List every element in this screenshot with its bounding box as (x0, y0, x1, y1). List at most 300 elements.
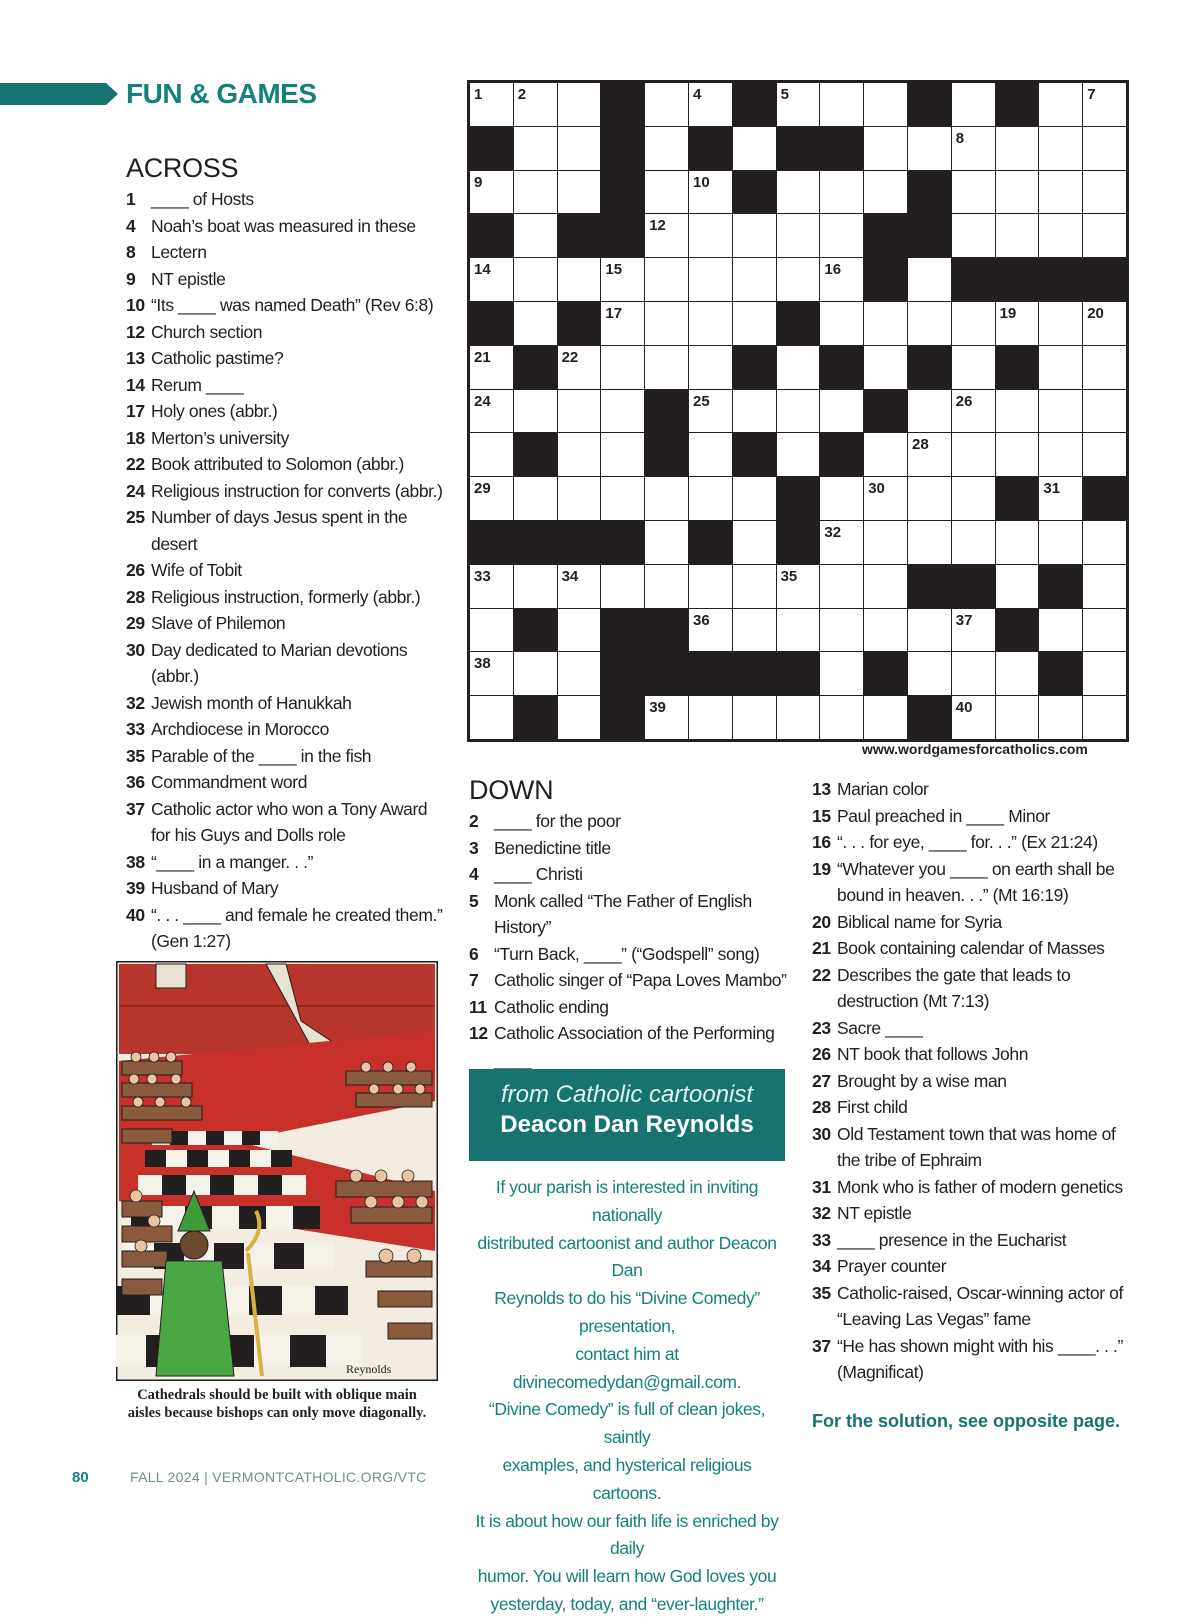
grid-cell[interactable] (820, 477, 863, 520)
grid-cell[interactable] (689, 214, 732, 257)
grid-cell[interactable] (514, 127, 557, 170)
clue-text: Prayer counter (837, 1256, 947, 1276)
aisle-tile (229, 1150, 250, 1167)
clue-number: 22 (126, 454, 145, 474)
grid-cell[interactable] (645, 521, 688, 564)
clue-text: Catholic Association of the Performing ____ (494, 1023, 775, 1070)
grid-cell[interactable] (645, 83, 688, 126)
grid-cell[interactable] (733, 214, 776, 257)
grid-cell[interactable] (601, 390, 644, 433)
grid-cell[interactable] (601, 346, 644, 389)
grid-cell[interactable] (558, 433, 601, 476)
grid-cell[interactable] (645, 696, 688, 739)
cell-number: 14 (474, 261, 491, 279)
clue-number: 2 (469, 811, 479, 831)
cell-number: 40 (955, 699, 973, 717)
grid-block (777, 302, 820, 345)
grid-cell[interactable] (470, 346, 513, 389)
clue-number: 25 (126, 507, 145, 527)
clue-text: Slave of Philemon (151, 613, 286, 633)
grid-cell[interactable] (733, 390, 776, 433)
clue-number: 31 (812, 1176, 831, 1197)
grid-cell[interactable] (1083, 390, 1126, 433)
grid-cell[interactable] (470, 258, 513, 301)
grid-cell[interactable] (470, 171, 513, 214)
grid-cell[interactable] (952, 521, 995, 564)
clue-number: 13 (812, 779, 831, 799)
grid-cell[interactable] (689, 171, 732, 214)
clue-number: 10 (126, 295, 145, 315)
clue-text: “. . . for eye, ____ for. . .” (Ex 21:24) (837, 832, 1098, 852)
grid-block (558, 214, 601, 257)
grid-cell[interactable] (952, 346, 995, 389)
cell-number: 4 (692, 86, 702, 103)
grid-cell[interactable] (1039, 171, 1082, 214)
grid-cell[interactable] (514, 171, 557, 214)
clue-item (812, 1041, 1132, 1068)
grid-cell[interactable] (514, 83, 557, 126)
clue-item (126, 610, 446, 637)
clue-item (126, 584, 446, 611)
grid-cell[interactable] (1083, 83, 1126, 126)
grid-cell[interactable] (952, 171, 995, 214)
cartoon-caption-line1: Cathedrals should be built with oblique main (137, 1387, 417, 1403)
grid-cell[interactable] (996, 302, 1039, 345)
clue-text: ____ presence in the Eucharist (837, 1229, 1067, 1250)
clue-item (469, 967, 789, 994)
grid-cell[interactable] (820, 521, 863, 564)
grid-cell[interactable] (470, 565, 513, 608)
grid-cell[interactable] (996, 696, 1039, 739)
grid-cell[interactable] (1039, 477, 1082, 520)
grid-cell[interactable] (514, 302, 557, 345)
clue-item (812, 776, 1132, 803)
clue-number: 21 (812, 938, 831, 958)
grid-cell[interactable] (996, 652, 1039, 695)
promo-text-line: Reynolds to do his “Divine Comedy” presentation, (494, 1288, 760, 1336)
grid-block (601, 83, 644, 126)
grid-cell[interactable] (952, 652, 995, 695)
clue-item (812, 856, 1132, 909)
grid-cell[interactable] (558, 565, 601, 608)
grid-cell[interactable] (1083, 302, 1126, 345)
grid-cell[interactable] (996, 433, 1039, 476)
grid-cell[interactable] (996, 565, 1039, 608)
grid-cell[interactable] (558, 127, 601, 170)
aisle-tile (162, 1175, 186, 1195)
aisle-tile (282, 1286, 315, 1315)
section-tab-arrow (0, 83, 118, 105)
grid-cell[interactable] (689, 609, 732, 652)
footer-issue: FALL 2024 | VERMONTCATHOLIC.ORG/VTC (130, 1469, 427, 1485)
grid-cell[interactable] (777, 433, 820, 476)
grid-block (996, 477, 1039, 520)
grid-cell[interactable] (952, 696, 995, 739)
grid-cell[interactable] (820, 258, 863, 301)
grid-cell[interactable] (733, 302, 776, 345)
grid-cell[interactable] (864, 521, 907, 564)
aisle-tile (166, 1150, 187, 1167)
grid-cell[interactable] (689, 433, 732, 476)
clue-item (812, 1174, 1132, 1201)
clue-text: Book attributed to Solomon (abbr.) (151, 454, 404, 474)
clue-text: Catholic actor who won a Tony Award for his Guys and Dolls role (151, 798, 428, 845)
cell-number: 2 (517, 86, 527, 103)
clue-text: Catholic pastime? (151, 348, 284, 368)
grid-cell[interactable] (645, 171, 688, 214)
clue-text: Lectern (151, 242, 207, 262)
grid-cell[interactable] (470, 477, 513, 520)
grid-cell[interactable] (908, 258, 951, 301)
grid-cell[interactable] (689, 302, 732, 345)
cell-number: 29 (474, 480, 491, 498)
grid-block (601, 652, 644, 695)
grid-cell[interactable] (1039, 346, 1082, 389)
clue-number: 4 (126, 215, 136, 236)
grid-cell[interactable] (1083, 346, 1126, 389)
grid-block (514, 433, 557, 476)
grid-cell[interactable] (514, 214, 557, 257)
grid-cell[interactable] (645, 565, 688, 608)
grid-cell[interactable] (689, 258, 732, 301)
grid-block (908, 214, 951, 257)
clue-item (469, 888, 789, 941)
grid-cell[interactable] (996, 214, 1039, 257)
grid-cell[interactable] (952, 302, 995, 345)
grid-block (689, 652, 732, 695)
clue-text: Monk who is father of modern genetics (837, 1176, 1123, 1197)
grid-cell[interactable] (864, 127, 907, 170)
grid-block (996, 83, 1039, 126)
grid-block (777, 127, 820, 170)
grid-cell[interactable] (645, 302, 688, 345)
grid-block (908, 565, 951, 608)
aisle-tile (138, 1175, 162, 1195)
grid-cell[interactable] (864, 696, 907, 739)
down-heading: DOWN (469, 775, 554, 805)
grid-cell[interactable] (908, 433, 951, 476)
clue-item (812, 1227, 1132, 1254)
grid-cell[interactable] (601, 565, 644, 608)
grid-cell[interactable] (689, 477, 732, 520)
grid-cell[interactable] (820, 214, 863, 257)
grid-cell[interactable] (601, 302, 644, 345)
grid-cell[interactable] (777, 83, 820, 126)
aisle-tile (208, 1150, 229, 1167)
grid-cell[interactable] (558, 477, 601, 520)
aisle-tile (293, 1206, 320, 1229)
clue-text: Religious instruction for converts (abbr.) (151, 480, 443, 501)
cell-number: 9 (474, 173, 483, 191)
grid-cell[interactable] (777, 171, 820, 214)
grid-cell[interactable] (908, 652, 951, 695)
cell-number: 26 (955, 392, 973, 410)
across-heading: ACROSS (126, 153, 239, 183)
grid-cell[interactable] (514, 258, 557, 301)
clue-number: 3 (469, 837, 479, 858)
grid-cell[interactable] (864, 83, 907, 126)
cell-number: 37 (955, 611, 973, 629)
clue-item (469, 1020, 789, 1073)
clue-item (126, 716, 446, 743)
grid-cell[interactable] (558, 346, 601, 389)
grid-cell[interactable] (733, 258, 776, 301)
promo-title: Deacon Dan Reynolds (500, 1111, 754, 1138)
grid-cell[interactable] (645, 346, 688, 389)
grid-block (996, 346, 1039, 389)
grid-cell[interactable] (777, 214, 820, 257)
clue-item (469, 808, 789, 835)
grid-cell[interactable] (1039, 433, 1082, 476)
clue-item (126, 743, 446, 770)
grid-cell[interactable] (470, 652, 513, 695)
grid-cell[interactable] (645, 258, 688, 301)
clue-item (126, 372, 446, 399)
grid-cell[interactable] (952, 609, 995, 652)
grid-block (1039, 258, 1082, 301)
grid-cell[interactable] (820, 302, 863, 345)
grid-cell[interactable] (777, 258, 820, 301)
grid-cell[interactable] (777, 346, 820, 389)
grid-cell[interactable] (864, 346, 907, 389)
aisle-tile (145, 1150, 166, 1167)
grid-block (952, 565, 995, 608)
grid-cell[interactable] (864, 609, 907, 652)
grid-block (908, 83, 951, 126)
grid-cell[interactable] (1083, 171, 1126, 214)
clue-text: Sacre ____ (837, 1017, 923, 1038)
grid-block (645, 390, 688, 433)
grid-cell[interactable] (777, 390, 820, 433)
clue-text: Biblical name for Syria (837, 911, 1002, 932)
grid-cell[interactable] (820, 83, 863, 126)
grid-cell[interactable] (733, 477, 776, 520)
grid-cell[interactable] (1039, 214, 1082, 257)
clue-text: “____ in a manger. . .” (151, 851, 314, 872)
grid-cell[interactable] (514, 390, 557, 433)
grid-cell[interactable] (645, 477, 688, 520)
grid-cell[interactable] (1083, 214, 1126, 257)
grid-cell[interactable] (470, 609, 513, 652)
grid-cell[interactable] (952, 477, 995, 520)
grid-cell[interactable] (558, 609, 601, 652)
grid-cell[interactable] (908, 127, 951, 170)
grid-cell[interactable] (689, 565, 732, 608)
grid-cell[interactable] (820, 390, 863, 433)
clue-text: Catholic ending (494, 996, 609, 1017)
grid-cell[interactable] (996, 127, 1039, 170)
grid-cell[interactable] (645, 127, 688, 170)
clue-number: 7 (469, 970, 479, 990)
grid-block (470, 214, 513, 257)
grid-cell[interactable] (733, 521, 776, 564)
grid-cell[interactable] (908, 609, 951, 652)
grid-block (558, 521, 601, 564)
clue-item (126, 849, 446, 876)
grid-cell[interactable] (1039, 696, 1082, 739)
grid-cell[interactable] (558, 652, 601, 695)
grid-cell[interactable] (689, 390, 732, 433)
grid-cell[interactable] (908, 302, 951, 345)
grid-cell[interactable] (733, 565, 776, 608)
aisle-tile (260, 1131, 278, 1145)
promo-text-line: It is about how our faith life is enriched by daily (475, 1510, 779, 1559)
grid-cell[interactable] (689, 83, 732, 126)
promo-text-line: “Divine Comedy” is full of clean jokes, saintly (488, 1399, 766, 1448)
grid-cell[interactable] (733, 696, 776, 739)
cell-number: 22 (561, 348, 579, 366)
clue-number: 32 (812, 1203, 831, 1223)
grid-cell[interactable] (689, 696, 732, 739)
grid-cell[interactable] (558, 696, 601, 739)
grid-cell[interactable] (1083, 652, 1126, 695)
promo-text-line: contact him at divinecomedydan@gmail.com. (512, 1343, 742, 1392)
promo-text-line: yesterday, today, and “ever-laughter.” (490, 1593, 764, 1614)
grid-cell[interactable] (996, 521, 1039, 564)
grid-cell[interactable] (601, 433, 644, 476)
grid-block (864, 390, 907, 433)
clue-text: First child (837, 1097, 908, 1117)
grid-cell[interactable] (558, 258, 601, 301)
cell-number: 15 (605, 261, 623, 279)
grid-cell[interactable] (1083, 127, 1126, 170)
clue-number: 13 (126, 348, 145, 368)
grid-cell[interactable] (601, 258, 644, 301)
grid-cell[interactable] (558, 83, 601, 126)
grid-cell[interactable] (470, 696, 513, 739)
clue-number: 35 (812, 1282, 831, 1303)
cartoon-illustration (116, 961, 438, 1381)
clue-text: Book containing calendar of Masses (837, 938, 1105, 958)
clue-item (812, 1094, 1132, 1121)
grid-credit[interactable]: www.wordgamesforcatholics.com (862, 741, 1088, 757)
grid-cell[interactable] (908, 477, 951, 520)
clue-number: 39 (126, 878, 145, 898)
clue-item (126, 292, 446, 319)
clue-item (126, 690, 446, 717)
clue-text: Jewish month of Hanukkah (151, 692, 352, 713)
grid-cell[interactable] (733, 609, 776, 652)
grid-cell[interactable] (864, 565, 907, 608)
clue-number: 20 (812, 911, 831, 932)
grid-cell[interactable] (733, 127, 776, 170)
clue-number: 19 (812, 858, 831, 879)
grid-cell[interactable] (1039, 127, 1082, 170)
clue-number: 18 (126, 427, 145, 448)
grid-cell[interactable] (908, 521, 951, 564)
grid-cell[interactable] (1083, 565, 1126, 608)
grid-cell[interactable] (996, 390, 1039, 433)
grid-cell[interactable] (777, 565, 820, 608)
grid-cell[interactable] (820, 609, 863, 652)
clue-item (469, 994, 789, 1021)
grid-cell[interactable] (558, 390, 601, 433)
grid-cell[interactable] (952, 127, 995, 170)
grid-cell[interactable] (996, 171, 1039, 214)
grid-block (777, 521, 820, 564)
grid-cell[interactable] (777, 696, 820, 739)
clue-text: ____ Christi (494, 864, 583, 884)
promo-text-line: distributed cartoonist and author Deacon Dan (477, 1232, 777, 1281)
grid-cell[interactable] (1039, 521, 1082, 564)
grid-block (908, 696, 951, 739)
grid-cell[interactable] (514, 477, 557, 520)
grid-cell[interactable] (1039, 609, 1082, 652)
grid-cell[interactable] (1039, 390, 1082, 433)
grid-block (1083, 477, 1126, 520)
grid-cell[interactable] (952, 390, 995, 433)
grid-cell[interactable] (601, 477, 644, 520)
grid-cell[interactable] (864, 433, 907, 476)
cell-number: 36 (692, 611, 710, 629)
clue-number: 4 (469, 864, 479, 884)
grid-cell[interactable] (820, 171, 863, 214)
grid-cell[interactable] (952, 214, 995, 257)
grid-cell[interactable] (645, 214, 688, 257)
grid-cell[interactable] (689, 346, 732, 389)
clue-number: 6 (469, 943, 479, 964)
grid-cell[interactable] (1083, 609, 1126, 652)
grid-cell[interactable] (952, 433, 995, 476)
clue-text: NT epistle (837, 1203, 912, 1223)
grid-block (645, 433, 688, 476)
clue-text: Number of days Jesus spent in the desert (151, 507, 408, 554)
grid-cell[interactable] (470, 83, 513, 126)
cell-number: 38 (474, 655, 491, 673)
grid-cell[interactable] (1083, 433, 1126, 476)
across-clue-list (126, 186, 446, 955)
grid-cell[interactable] (908, 390, 951, 433)
grid-cell[interactable] (514, 652, 557, 695)
grid-cell[interactable] (514, 565, 557, 608)
clue-number: 23 (812, 1017, 831, 1038)
clue-item (812, 1253, 1132, 1280)
grid-cell[interactable] (820, 696, 863, 739)
grid-block (601, 696, 644, 739)
clue-item (126, 796, 446, 849)
grid-block (996, 258, 1039, 301)
cell-number: 12 (649, 217, 666, 235)
grid-block (689, 521, 732, 564)
grid-block (733, 652, 776, 695)
grid-cell[interactable] (1083, 696, 1126, 739)
grid-cell[interactable] (1039, 302, 1082, 345)
clue-number: 32 (126, 692, 145, 713)
grid-cell[interactable] (777, 609, 820, 652)
grid-cell[interactable] (1039, 83, 1082, 126)
clue-item (469, 861, 789, 888)
grid-cell[interactable] (820, 565, 863, 608)
clue-text: Benedictine title (494, 837, 611, 858)
clue-item (812, 829, 1132, 856)
clue-text: Monk called “The Father of English History” (494, 890, 752, 937)
clue-number: 14 (126, 374, 145, 395)
grid-cell[interactable] (864, 171, 907, 214)
grid-cell[interactable] (558, 171, 601, 214)
cell-number: 19 (999, 304, 1017, 322)
grid-cell[interactable] (1083, 521, 1126, 564)
clue-text: Church section (151, 321, 263, 342)
grid-cell[interactable] (470, 433, 513, 476)
grid-cell[interactable] (470, 390, 513, 433)
grid-cell[interactable] (864, 302, 907, 345)
grid-cell[interactable] (864, 477, 907, 520)
grid-cell[interactable] (820, 652, 863, 695)
clue-item (812, 1015, 1132, 1042)
clue-text: Commandment word (151, 772, 308, 792)
grid-cell[interactable] (952, 83, 995, 126)
aisle-tile (282, 1175, 306, 1195)
